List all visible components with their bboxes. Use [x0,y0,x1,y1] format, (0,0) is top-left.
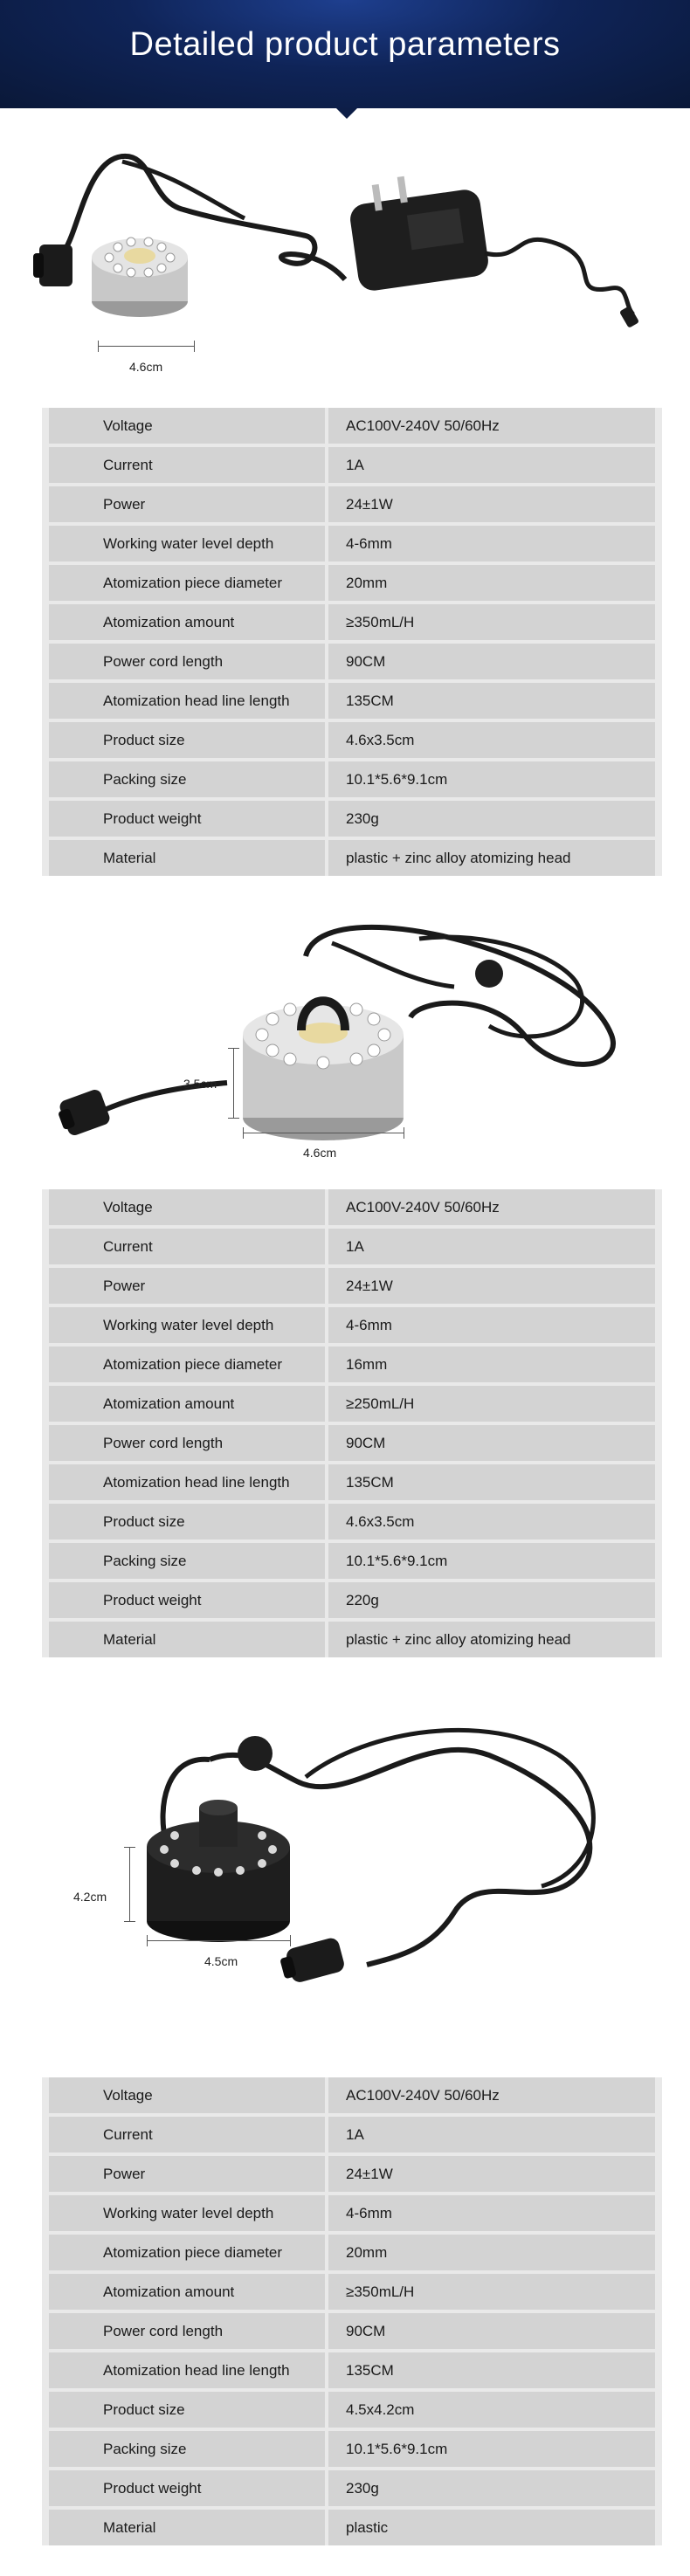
spec-value: 4-6mm [328,2195,655,2231]
dimension-tick-top [228,1048,239,1049]
table-row [49,1622,655,1657]
product-2-image [0,904,690,1183]
table-row [49,486,655,522]
spec-value: plastic + zinc alloy atomizing head [328,1622,655,1657]
spec-label: Power cord length [49,2313,325,2349]
spec-value: 4.5x4.2cm [328,2392,655,2428]
table-row [49,801,655,837]
table-row [49,2470,655,2506]
spec-label: Atomization amount [49,2274,325,2310]
table-row [49,1582,655,1618]
table-row [49,2431,655,2467]
spec-label: Product weight [49,801,325,837]
spec-label: Power [49,486,325,522]
spec-label: Atomization piece diameter [49,565,325,601]
spec-label: Power cord length [49,644,325,679]
table-row [49,1347,655,1382]
spec-label: Voltage [49,408,325,444]
spec-value: 90CM [328,644,655,679]
table-row [49,683,655,719]
spec-value: ≥350mL/H [328,604,655,640]
product-1-image [0,131,690,384]
width-dimension-label: 4.5cm [204,1954,238,1968]
spec-value: 4.6x3.5cm [328,1504,655,1539]
spec-value: 24±1W [328,486,655,522]
table-row [49,1229,655,1264]
spec-label: Atomization head line length [49,1464,325,1500]
spec-value: 90CM [328,2313,655,2349]
spec-label: Voltage [49,2077,325,2113]
table-row [49,2235,655,2270]
dimension-tick-left [98,341,99,352]
spec-value: 10.1*5.6*9.1cm [328,1543,655,1579]
spec-value: 135CM [328,683,655,719]
spec-value: 24±1W [328,2156,655,2192]
banner-notch [336,108,357,119]
product-2-photo [0,904,690,1183]
spec-value: ≥250mL/H [328,1386,655,1422]
spec-value: plastic + zinc alloy atomizing head [328,840,655,876]
spec-table-1 [42,408,662,876]
page-title: Detailed product parameters [129,26,561,63]
spec-value: 230g [328,2470,655,2506]
spec-value: 10.1*5.6*9.1cm [328,2431,655,2467]
spec-label: Packing size [49,2431,325,2467]
spec-value: 4-6mm [328,1307,655,1343]
table-row [49,1268,655,1304]
spec-label: Power [49,2156,325,2192]
spec-value: 10.1*5.6*9.1cm [328,761,655,797]
spec-table-2 [42,1189,662,1657]
spec-value: 4.6x3.5cm [328,722,655,758]
spec-value: 1A [328,447,655,483]
table-row [49,2117,655,2152]
height-dimension-label: 3.5cm [183,1077,217,1091]
spec-label: Packing size [49,1543,325,1579]
spec-value: 220g [328,1582,655,1618]
spec-label: Atomization piece diameter [49,2235,325,2270]
spec-value: 16mm [328,1347,655,1382]
dimension-tick-top [124,1847,135,1848]
width-dimension-label: 4.6cm [303,1146,337,1160]
table-row [49,526,655,561]
product-3-photo [0,1694,690,2030]
spec-value: 1A [328,1229,655,1264]
dimension-tick-bottom [124,1921,135,1922]
dimension-tick-left [147,1935,148,1946]
table-row [49,644,655,679]
spec-value: 230g [328,801,655,837]
table-row [49,408,655,444]
table-row [49,1307,655,1343]
dimension-tick-right [194,341,195,352]
table-row [49,761,655,797]
table-row [49,1464,655,1500]
spec-label: Power [49,1268,325,1304]
table-row [49,2077,655,2113]
dimension-tick-left [243,1127,244,1139]
table-row [49,447,655,483]
spec-label: Atomization head line length [49,2352,325,2388]
spec-value: AC100V-240V 50/60Hz [328,1189,655,1225]
spec-label: Power cord length [49,1425,325,1461]
spec-value: AC100V-240V 50/60Hz [328,2077,655,2113]
spec-label: Material [49,2510,325,2545]
table-row [49,722,655,758]
spec-label: Product weight [49,1582,325,1618]
spec-label: Current [49,2117,325,2152]
table-row [49,2392,655,2428]
spec-label: Material [49,1622,325,1657]
table-row [49,1189,655,1225]
spec-value: plastic [328,2510,655,2545]
table-row [49,2156,655,2192]
spec-label: Voltage [49,1189,325,1225]
dimension-tick-right [290,1935,291,1946]
table-row [49,2274,655,2310]
spec-label: Atomization piece diameter [49,1347,325,1382]
table-row [49,1504,655,1539]
table-row [49,2510,655,2545]
spec-label: Working water level depth [49,1307,325,1343]
spec-label: Atomization head line length [49,683,325,719]
spec-table-3 [42,2077,662,2545]
spec-value: 135CM [328,1464,655,1500]
spec-label: Current [49,1229,325,1264]
spec-value: 90CM [328,1425,655,1461]
table-row [49,2313,655,2349]
table-row [49,1386,655,1422]
height-dimension-line [129,1847,130,1921]
spec-value: ≥350mL/H [328,2274,655,2310]
table-row [49,604,655,640]
spec-value: 4-6mm [328,526,655,561]
spec-label: Packing size [49,761,325,797]
spec-label: Product size [49,1504,325,1539]
width-dimension-label: 4.6cm [129,360,163,374]
spec-value: 135CM [328,2352,655,2388]
table-row [49,2195,655,2231]
spec-label: Working water level depth [49,2195,325,2231]
spec-label: Product size [49,2392,325,2428]
spec-value: AC100V-240V 50/60Hz [328,408,655,444]
spec-value: 20mm [328,565,655,601]
product-3-image [0,1694,690,2030]
height-dimension-line [233,1048,234,1118]
spec-value: 20mm [328,2235,655,2270]
table-row [49,565,655,601]
spec-label: Product size [49,722,325,758]
table-row [49,840,655,876]
spec-label: Material [49,840,325,876]
height-dimension-label: 4.2cm [73,1890,107,1904]
header-banner [0,0,690,108]
spec-value: 1A [328,2117,655,2152]
spec-label: Current [49,447,325,483]
dimension-tick-bottom [228,1118,239,1119]
spec-label: Atomization amount [49,1386,325,1422]
width-dimension-line [98,346,194,347]
table-row [49,1543,655,1579]
table-row [49,1425,655,1461]
spec-label: Atomization amount [49,604,325,640]
width-dimension-line [147,1940,290,1941]
spec-label: Working water level depth [49,526,325,561]
spec-value: 24±1W [328,1268,655,1304]
table-row [49,2352,655,2388]
spec-label: Product weight [49,2470,325,2506]
